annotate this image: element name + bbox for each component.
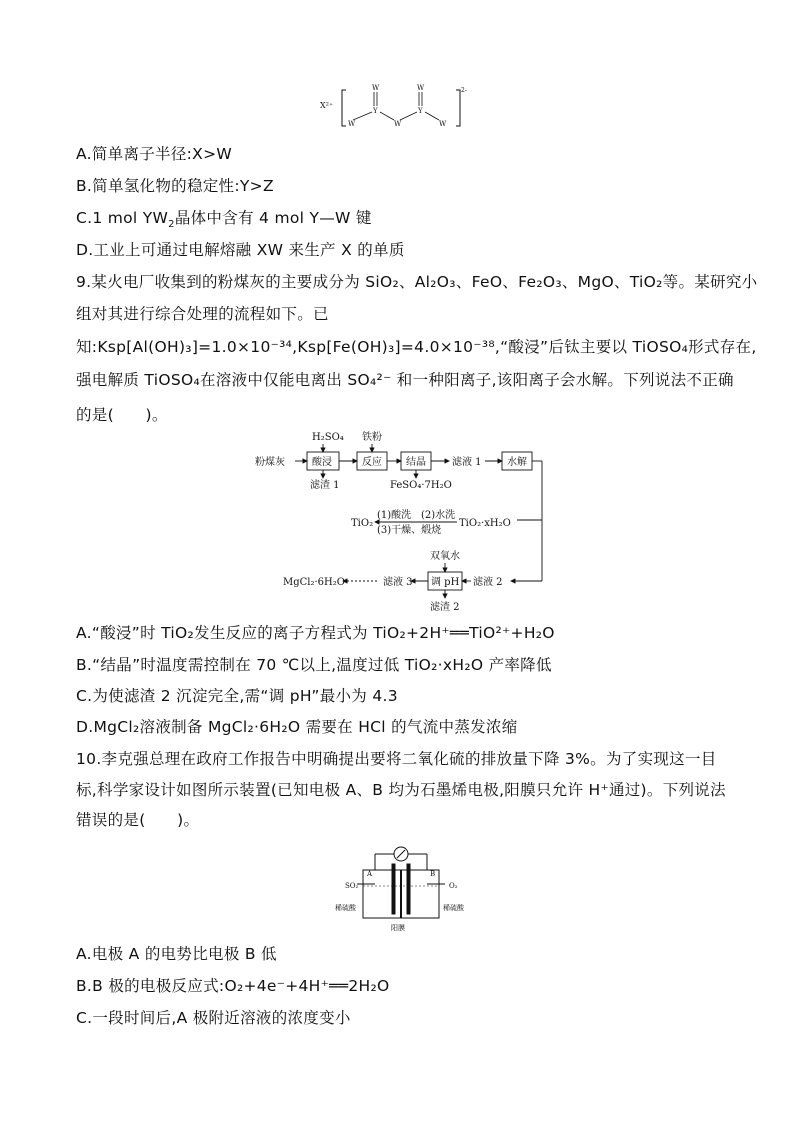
hydrolysis-box: 水解 xyxy=(507,457,527,468)
wash1-label: (1)酸洗 xyxy=(377,510,412,521)
tio2-hydrate-label: TiO₂·xH₂O xyxy=(459,518,511,529)
filtrate1-label: 滤液 1 xyxy=(452,457,482,468)
cation-label: X²⁺ xyxy=(320,101,334,110)
so2-label: SO₂ xyxy=(345,882,359,890)
atom-w: W xyxy=(348,120,356,128)
residue2-label: 滤渣 2 xyxy=(430,602,460,613)
electrode-a-label: A xyxy=(367,870,373,878)
q9-option-d: D.MgCl₂溶液制备 MgCl₂·6H₂O 需要在 HCl 的气流中蒸发浓缩 xyxy=(76,718,518,736)
atom-w: W xyxy=(439,120,447,128)
electrode-b-label: B xyxy=(430,870,436,878)
process-flowchart xyxy=(255,430,550,615)
electrolysis-cell-figure xyxy=(335,840,470,935)
reaction-box: 反应 xyxy=(362,457,382,468)
atom-y: Y xyxy=(418,107,423,115)
q9-option-a: A.“酸浸”时 TiO₂发生反应的离子方程式为 TiO₂+2H⁺══TiO²⁺+H₂O xyxy=(76,624,555,642)
q10-stem-line1: 10.李克强总理在政府工作报告中明确提出要将二氧化硫的排放量下降 3%。为了实现这一目 xyxy=(76,750,717,768)
q10-option-b: B.B 极的电极反应式:O₂+4e⁻+4H⁺══2H₂O xyxy=(76,977,390,995)
q9-option-c: C.为使滤渣 2 沉淀完全,需“调 pH”最小为 4.3 xyxy=(76,687,398,705)
crystallization-box: 结晶 xyxy=(406,457,426,468)
q8-option-d: D.工业上可通过电解熔融 XW 来生产 X 的单质 xyxy=(76,241,405,259)
adjust-ph-box: 调 pH xyxy=(431,577,460,588)
acid-left-label: 稀硫酸 xyxy=(335,904,356,912)
atom-w: W xyxy=(372,84,380,92)
wash2-label: (2)水洗 xyxy=(421,510,456,521)
tio2-label: TiO₂ xyxy=(351,518,374,529)
q8-option-a: A.简单离子半径:X>W xyxy=(76,145,233,163)
o2-label: O₂ xyxy=(449,882,458,890)
atom-w: W xyxy=(394,120,402,128)
q9-stem-line2: 组对其进行综合处理的流程如下。已 xyxy=(76,305,329,323)
q10-option-c: C.一段时间后,A 极附近溶液的浓度变小 xyxy=(76,1009,351,1027)
dry-calcine-label: (3)干燥、煅烧 xyxy=(377,525,442,536)
q9-option-b: B.“结晶”时温度需控制在 70 ℃以上,温度过低 TiO₂·xH₂O 产率降低 xyxy=(76,656,552,674)
ash-label: 粉煤灰 xyxy=(255,457,285,468)
q8-option-c-sub: 2 xyxy=(168,219,175,231)
feso4-label: FeSO₄·7H₂O xyxy=(390,480,452,491)
atom-w: W xyxy=(417,84,425,92)
q9-stem-line1: 9.某火电厂收集到的粉煤灰的主要成分为 SiO₂、Al₂O₃、FeO、Fe₂O₃、MgO、TiO₂等。某研究小 xyxy=(76,273,758,291)
residue1-label: 滤渣 1 xyxy=(310,480,340,491)
charge-label: 2- xyxy=(461,87,467,94)
h2so4-label: H₂SO₄ xyxy=(312,432,344,443)
acid-leach-box: 酸浸 xyxy=(312,457,332,468)
q8-option-c xyxy=(76,208,372,235)
iron-label: 铁粉 xyxy=(362,432,382,443)
q8-structure-figure xyxy=(320,82,470,132)
q9-stem-line3: 知:Ksp[Al(OH)₃]=1.0×10⁻³⁴,Ksp[Fe(OH)₃]=4.0×10⁻³⁸,“酸浸”后钛主要以 TiOSO₄形式存在, xyxy=(76,338,757,356)
filtrate2-label: 滤液 2 xyxy=(473,577,503,588)
q9-stem-line5: 的是( )。 xyxy=(76,406,168,424)
h2o2-label: 双氧水 xyxy=(430,551,460,562)
atom-y: Y xyxy=(373,107,378,115)
acid-right-label: 稀硫酸 xyxy=(443,904,464,912)
q10-option-a: A.电极 A 的电势比电极 B 低 xyxy=(76,945,277,963)
membrane-label: 阳膜 xyxy=(391,924,405,932)
q9-stem-line4: 强电解质 TiOSO₄在溶液中仅能电离出 SO₄²⁻ 和一种阳离子,该阳离子会水解。下列说法不正确 xyxy=(76,371,734,389)
q10-stem-line2: 标,科学家设计如图所示装置(已知电极 A、B 均为石墨烯电极,阳膜只允许 H⁺通过)。下列说法 xyxy=(76,781,726,799)
q8-option-b: B.简单氢化物的稳定性:Y>Z xyxy=(76,177,274,195)
filtrate3-label: 滤液 3 xyxy=(383,577,413,588)
q10-stem-line3: 错误的是( )。 xyxy=(76,811,200,829)
q8-option-c-post: 晶体中含有 4 mol Y—W 键 xyxy=(174,209,372,227)
mgcl2-label: MgCl₂·6H₂O xyxy=(283,577,345,588)
q8-option-c-pre: C.1 mol YW xyxy=(76,209,169,227)
